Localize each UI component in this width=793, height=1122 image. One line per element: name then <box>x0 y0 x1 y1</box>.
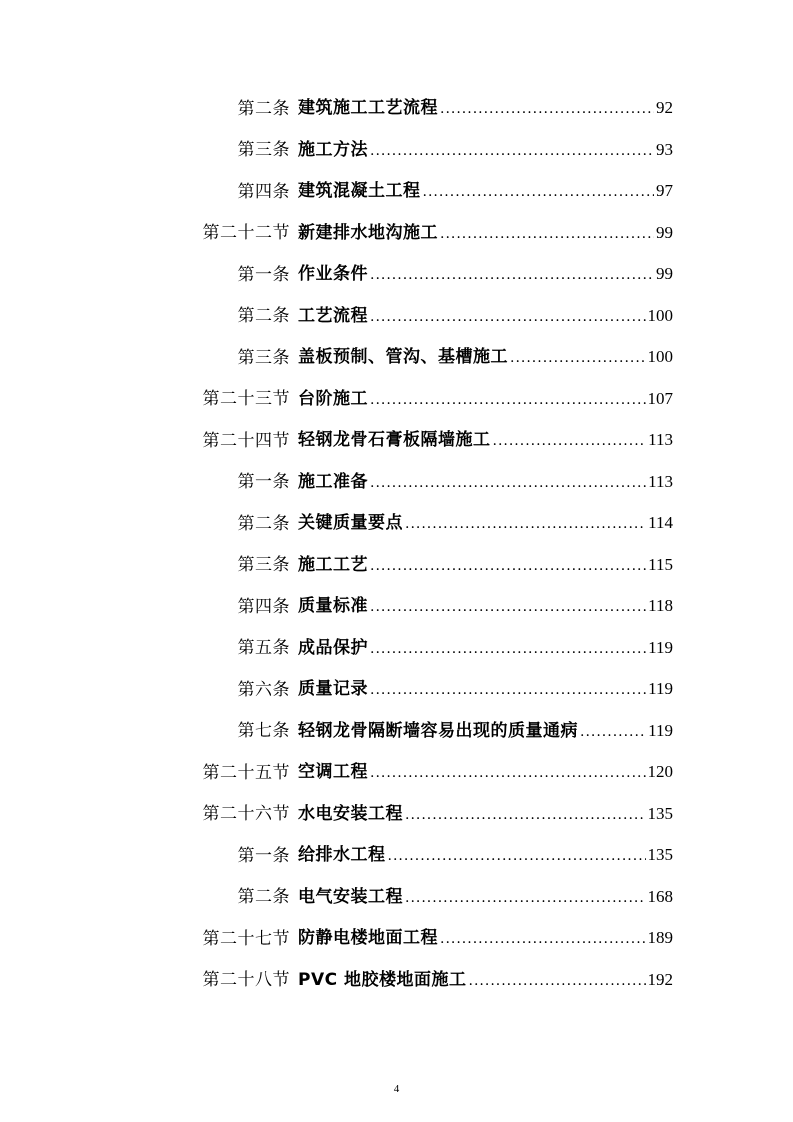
toc-entry-number: 第四条 <box>237 181 290 202</box>
toc-entry-title: PVC 地胶楼地面施工 <box>298 969 467 990</box>
toc-entry-title: 给排水工程 <box>298 845 386 866</box>
toc-entry-page: 135 <box>647 845 673 865</box>
toc-leader-dots <box>405 805 646 825</box>
toc-leader-dots <box>423 182 655 202</box>
toc-entry[interactable] <box>0 88 793 130</box>
toc-entry[interactable] <box>0 877 793 919</box>
toc-entry-number: 第二十六节 <box>202 804 290 825</box>
toc-entry[interactable] <box>0 503 793 545</box>
toc-leader-dots <box>370 763 646 783</box>
toc-entry[interactable] <box>0 586 793 628</box>
toc-entry-page: 99 <box>656 264 673 284</box>
toc-entry-title: 防静电楼地面工程 <box>298 928 438 949</box>
toc-entry-page: 119 <box>648 720 673 740</box>
toc-entry-page: 97 <box>656 181 673 201</box>
toc-entry-title: 空调工程 <box>298 762 368 783</box>
toc-leader-dots <box>580 722 646 742</box>
toc-entry-page: 114 <box>648 513 673 533</box>
toc-entry-page: 119 <box>648 679 673 699</box>
toc-leader-dots <box>405 514 646 534</box>
toc-leader-dots <box>370 265 654 285</box>
toc-entry-title: 施工准备 <box>298 471 368 492</box>
toc-entry-page: 107 <box>647 388 673 408</box>
toc-entry-number: 第二条 <box>237 887 290 908</box>
toc-entry-number: 第二条 <box>237 98 290 119</box>
toc-entry-page: 135 <box>647 803 673 823</box>
toc-leader-dots <box>370 473 646 493</box>
toc-leader-dots <box>370 307 646 327</box>
toc-entry-title: 建筑混凝土工程 <box>298 181 421 202</box>
toc-entry[interactable] <box>0 420 793 462</box>
toc-entry-page: 120 <box>647 762 673 782</box>
toc-entry-number: 第一条 <box>237 472 290 493</box>
toc-entry-title: 作业条件 <box>298 264 368 285</box>
toc-entry[interactable] <box>0 628 793 670</box>
toc-entry-page: 119 <box>648 637 673 657</box>
table-of-contents <box>0 88 793 1001</box>
toc-entry-page: 168 <box>647 886 673 906</box>
toc-entry[interactable] <box>0 462 793 504</box>
toc-entry[interactable] <box>0 379 793 421</box>
toc-leader-dots <box>510 348 646 368</box>
toc-entry-number: 第三条 <box>237 140 290 161</box>
toc-entry-page: 192 <box>647 969 673 989</box>
toc-leader-dots <box>370 639 646 659</box>
toc-leader-dots <box>370 597 646 617</box>
toc-entry-number: 第二十八节 <box>202 970 290 991</box>
toc-entry-number: 第三条 <box>237 347 290 368</box>
toc-entry-title: 新建排水地沟施工 <box>298 222 438 243</box>
toc-entry-title: 轻钢龙骨隔断墙容易出现的质量通病 <box>298 720 578 741</box>
toc-entry-number: 第六条 <box>237 679 290 700</box>
toc-entry[interactable] <box>0 752 793 794</box>
toc-entry-title: 成品保护 <box>298 637 368 658</box>
toc-entry-number: 第七条 <box>237 721 290 742</box>
toc-entry[interactable] <box>0 171 793 213</box>
toc-entry[interactable] <box>0 296 793 338</box>
toc-entry-title: 质量标准 <box>298 596 368 617</box>
toc-entry-title: 盖板预制、管沟、基槽施工 <box>298 347 508 368</box>
toc-entry[interactable] <box>0 213 793 255</box>
toc-entry-title: 水电安装工程 <box>298 803 403 824</box>
toc-leader-dots <box>388 846 646 866</box>
toc-leader-dots <box>370 556 646 576</box>
toc-entry-number: 第二条 <box>237 306 290 327</box>
toc-entry-page: 99 <box>656 222 673 242</box>
toc-entry-page: 189 <box>647 928 673 948</box>
toc-entry-number: 第二十四节 <box>202 430 290 451</box>
toc-entry-page: 115 <box>648 554 673 574</box>
toc-entry-page: 113 <box>648 471 673 491</box>
toc-leader-dots <box>405 888 646 908</box>
toc-entry-title: 轻钢龙骨石膏板隔墙施工 <box>298 430 491 451</box>
toc-leader-dots <box>370 680 646 700</box>
toc-entry[interactable] <box>0 960 793 1002</box>
toc-entry-number: 第二十三节 <box>202 389 290 410</box>
toc-entry[interactable] <box>0 918 793 960</box>
toc-leader-dots <box>493 431 647 451</box>
toc-entry-number: 第二十七节 <box>202 928 290 949</box>
toc-entry-title: 关键质量要点 <box>298 513 403 534</box>
toc-entry-number: 第五条 <box>237 638 290 659</box>
toc-entry[interactable] <box>0 794 793 836</box>
toc-entry-title: 工艺流程 <box>298 305 368 326</box>
toc-entry-page: 92 <box>656 98 673 118</box>
toc-entry-page: 118 <box>648 596 673 616</box>
toc-entry-page: 93 <box>656 139 673 159</box>
page-number: 4 <box>393 1083 400 1095</box>
toc-entry-number: 第二十五节 <box>202 762 290 783</box>
toc-entry-number: 第二条 <box>237 513 290 534</box>
toc-leader-dots <box>440 929 646 949</box>
toc-entry-title: 质量记录 <box>298 679 368 700</box>
toc-entry[interactable] <box>0 545 793 587</box>
toc-entry-title: 台阶施工 <box>298 388 368 409</box>
toc-entry-number: 第三条 <box>237 555 290 576</box>
toc-leader-dots <box>469 971 646 991</box>
toc-entry[interactable] <box>0 254 793 296</box>
toc-entry-page: 113 <box>648 430 673 450</box>
toc-entry[interactable] <box>0 337 793 379</box>
toc-entry-title: 建筑施工工艺流程 <box>298 98 438 119</box>
toc-entry-title: 施工工艺 <box>298 554 368 575</box>
toc-entry-page: 100 <box>647 347 673 367</box>
toc-entry-number: 第四条 <box>237 596 290 617</box>
toc-leader-dots <box>370 141 654 161</box>
toc-entry-number: 第二十二节 <box>202 223 290 244</box>
toc-entry[interactable] <box>0 130 793 172</box>
toc-leader-dots <box>440 224 654 244</box>
toc-entry[interactable] <box>0 711 793 753</box>
toc-entry-number: 第一条 <box>237 264 290 285</box>
toc-entry[interactable] <box>0 669 793 711</box>
toc-entry-number: 第一条 <box>237 845 290 866</box>
toc-entry-title: 施工方法 <box>298 139 368 160</box>
toc-entry-title: 电气安装工程 <box>298 886 403 907</box>
toc-entry[interactable] <box>0 835 793 877</box>
toc-entry-page: 100 <box>647 305 673 325</box>
toc-leader-dots <box>370 390 646 410</box>
toc-leader-dots <box>440 99 654 119</box>
